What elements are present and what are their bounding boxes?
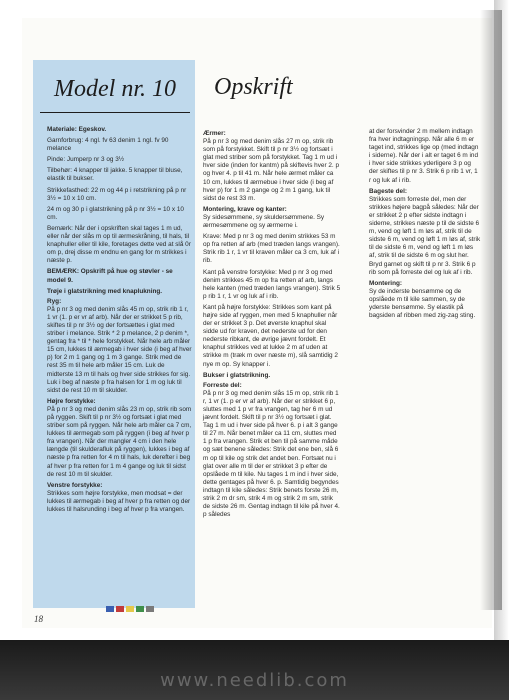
- body-paragraph: På p nr 3 og med denim slås 27 m op, strik rib som på forstykket. Skift til p nr 3½ og fortsæt i glat med striber som på forstykket. Tag 1 m ud i hver side (inden for kantm) på skiftevis hver 2. p og hver 4. p til 41 m. Når hele ærmet måler ca 10 cm, lukkes til ærmebue i hver side (i beg af hver p) for 1 m 2 gange og 2 m 1 gang, luk til sidst de rest 33 m.: [203, 138, 340, 202]
- section-heading: Forreste del:: [203, 381, 242, 389]
- section-title: Opskrift: [214, 74, 293, 100]
- section-heading: Ryg:: [47, 297, 62, 305]
- body-paragraph: 24 m og 30 p i glatstrikning på p nr 3½ = 10 x 10 cm.: [47, 205, 184, 221]
- title-rule: [40, 112, 190, 113]
- color-swatch: [116, 606, 124, 612]
- section-heading: Montering:: [369, 279, 403, 287]
- column-instructions-middle: [203, 128, 341, 522]
- body-paragraph: BEMÆRK: Opskrift på hue og støvler - se model 9.: [47, 268, 173, 284]
- color-swatch: [146, 606, 154, 612]
- spine-shadow: [480, 10, 502, 610]
- color-swatch: [136, 606, 144, 612]
- section-heading: Ærmer:: [203, 130, 226, 137]
- section-heading: Højre forstykke:: [47, 397, 96, 405]
- section-heading: Venstre forstykke:: [47, 481, 103, 489]
- body-paragraph: Tilbehør: 4 knapper til jakke. 5 knapper til bluse, elastik til bukser.: [47, 167, 183, 183]
- body-paragraph: Garnforbrug: 4 ngl. fv 63 denim 1 ngl. fv 90 melance: [47, 137, 169, 153]
- body-paragraph: Strikkefasthed: 22 m og 44 p i retstrikning på p nr 3½ = 10 x 10 cm.: [47, 186, 187, 202]
- section-heading: Trøje i glatstrikning med knaplukning.: [47, 287, 163, 295]
- body-paragraph: På p nr 3 og med denim slås 15 m op, strik rib 1 r, 1 vr (1. p er vr af arb). Når der er strikket 6 p, sluttes med 1 p vr fra vrangen, tag her 6 m ud jævnt fordelt. Skift til p nr 3½ og fortsæt i glat. Tag 1 m ud i hver side på hver 6. p i alt 3 gange til 27 m. Når benet måler ca 11 cm, sluttes med 1 p fra vrangen. Strik et ben til på samme måde og sæt benene således: Strik det ene ben, slå 6 m op til kile og strik det andet ben. Fortsæt nu i glat over alle m til der er strikket 3 p efter de opslåede m til kile. Nu tages 1 m ind i hver side, dette gentages på hver 6. p. Samtidig begyndes indtagn til kile således: Strik benets forste 26 m, strik 2 m dr sm, strik 4 m og strik 2 m sm, strik de sidste 26 m. Gentag indtagn til kile på hver 4. p således: [203, 389, 340, 519]
- body-paragraph: Materiale: Egeskov.: [47, 126, 107, 133]
- page-number: 18: [34, 614, 43, 624]
- body-paragraph: Kant på venstre forstykke: Med p nr 3 og med denim strikkes 45 m op fra retten af arb, langs hele kanten (med træden langs vrangen). Strik 5 p rib 1 r, 1 vr og luk af i rib.: [203, 268, 341, 300]
- body-paragraph: Krave: Med p nr 3 og med denim strikkes 53 m op fra retten af arb (med træden langs vrangen). Strik rib 1 r, 1 vr til kraven måler ca 3 cm, luk af i rib.: [203, 233, 340, 265]
- section-heading: Montering, krave og kanter:: [203, 205, 287, 213]
- body-paragraph: Strikkes som højre forstykke, men modsat = der lukkes til ærmegab i beg af hver p fra retten og der lukkes til halsrunding i beg af hver p fra vrangen.: [47, 489, 191, 514]
- body-paragraph: Pinde: Jumperp nr 3 og 3½: [47, 156, 125, 164]
- body-paragraph: Sy sidesømmene, sy skuldersømmene. Sy ærmesømmene og sy ærmerne i.: [203, 213, 325, 230]
- body-paragraph: Bemærk: Når der i opskriften skal tages 1 m ud, eller når der slås m op til ærmeskråning, til hals, til knaphuller eller til kile, foretages dette ved at slå 0r om p, drej disse m endnu en gang for m strikkes i næste p.: [47, 224, 191, 265]
- column-instructions-right: [369, 128, 481, 323]
- column-materials: [47, 126, 192, 517]
- section-heading: Bukser i glatstrikning.: [203, 371, 271, 379]
- body-paragraph: På p nr 3 og med denim slås 23 m op, strik rib som på ryggen. Skift til p nr 3½ og fortsæt i glat med striber som på ryggen. Når hele arb måler ca 7 cm, lukkes til ærmegab som på ryggen (i beg af hver p fra vrangen). Når der mangler 4 cm i den hele længde (til skulderafluk på ryggen), lukkes i beg af næste p fra retten for 4 m til hals, luk derefter i beg af hver p fra retten for 1 m 4 gange og luk til sidst de rest 10 m til skulder.: [47, 405, 192, 478]
- color-swatch: [126, 606, 134, 612]
- color-strip: [106, 606, 156, 612]
- body-paragraph: På p nr 3 og med denim slås 45 m op, strik rib 1 r, 1 vr (1. p er vr af arb). Når der er strikket 5 p rib, skiftes til p nr 3½ og der fortsættes i glat med striber i melance. Strik * 2 p melance, 2 p denim *, gentag fra * til * hele forstykket. Når hele arb måler 15 cm, lukkes til ærmegab i hver side (i beg af hver p) for 2 m 1 gang og 1 m 3 gange. Strik med de rest 35 m til hele arb måler 15 cm. Luk de midterste 13 m til hals og hver side strikkes for sig. Luk i beg af næste p fra halsen for 1 m og luk til sidst de rest 10 m til skulder.: [47, 305, 192, 394]
- model-title: Model nr. 10: [54, 76, 176, 102]
- body-paragraph: Kant på højre forstykke: Strikkes som kant på højre side af ryggen, men med 5 knaphuller når der er strikket 3 p. Det øverste knaphul skal sidde ud for kraven, det nederste ud for den nederste ribkant, de øvrige jævnt fordelt. Et knaphul strikkes ved at lukke 2 m af uden at strikke m (træk m over næste m), slå samtidig 2 nye m op. Sy knapper i.: [203, 303, 338, 368]
- section-heading: Bageste del:: [369, 187, 408, 195]
- body-paragraph: at der forsvinder 2 m mellem indtagn fra hver indtagningsp. Når alle 6 m er taget ind, strikkes lige op (med indtagn i siderne). Når der i alt er taget 6 m ind i hver side strikkes yderligere 3 p og der skiftes til p nr 3. Strik 6 p rib 1 vr, 1 r og luk af i rib.: [369, 128, 479, 184]
- body-paragraph: Sy de inderste bensømme og de opslåede m til kile sammen, sy de yderste bensømme. Sy elastik på bagsiden af ribben med zig-zag sting.: [369, 287, 476, 320]
- color-swatch: [106, 606, 114, 612]
- watermark: www.needlib.com: [160, 670, 349, 691]
- body-paragraph: Strikkes som forreste del, men der strikkes højere bagpå således: Når der er strikket 2 p efter sidste indtagn i siderne, strikkes næste p til de sidste 6 m, vend og løft 1 m løs af, strik til de sidste 6 m, vend og løft 1 m løs af, strik til de sidste 6 m, vend og løft 1 m løs af, strik til de sidste 6 m og slut her. Bryd garnet og skift til p nr 3. Strik 6 p rib som på forreste del og luk af i rib.: [369, 195, 481, 276]
